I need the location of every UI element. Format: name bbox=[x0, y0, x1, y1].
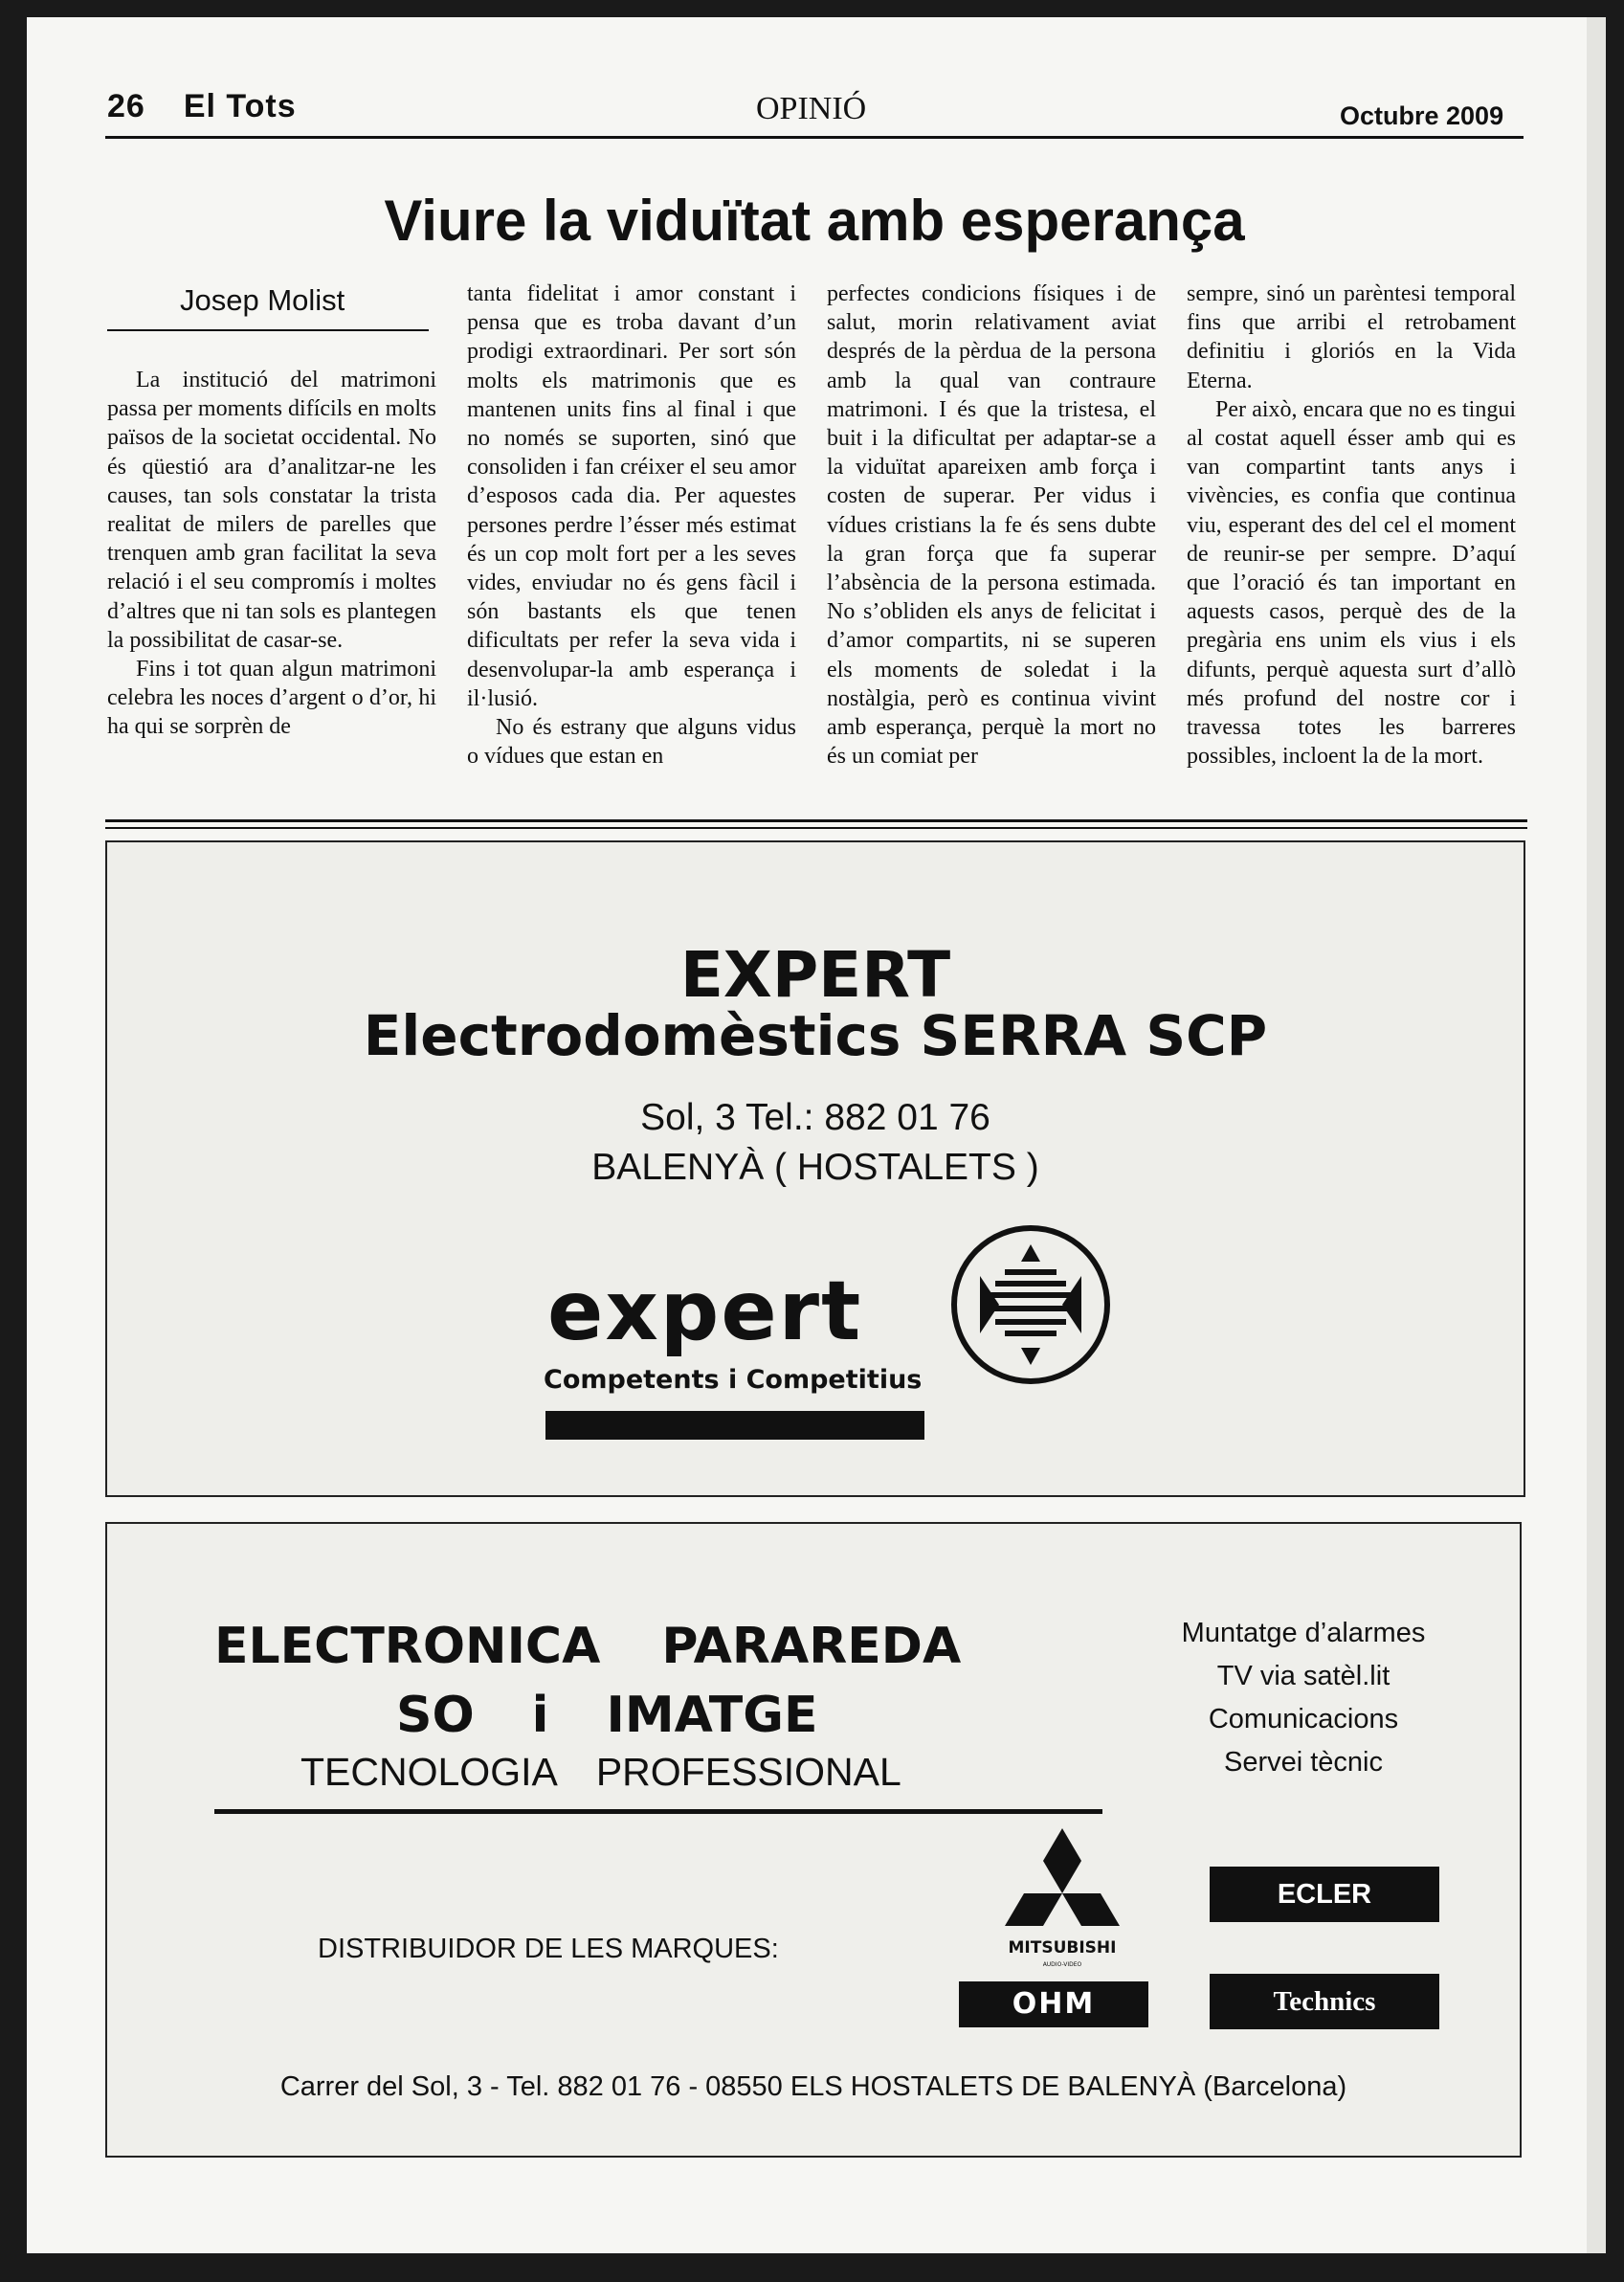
services-list bbox=[1150, 1612, 1457, 1784]
article-author: Josep Molist bbox=[180, 283, 345, 317]
issue-date: Octubre 2009 bbox=[1340, 101, 1504, 130]
section-name: OPINIÓ bbox=[756, 91, 867, 126]
tagline-part: PROFESSIONAL bbox=[595, 1750, 901, 1794]
technics-logo: Technics bbox=[1210, 1974, 1439, 2029]
distributor-label: DISTRIBUIDOR DE LES MARQUES: bbox=[318, 1934, 779, 1964]
ad-address: Carrer del Sol, 3 - Tel. 882 01 76 - 08550 ELS HOSTALETS DE BALENYÀ (Barcelona) bbox=[279, 2071, 1347, 2102]
article-paragraph: sempre, sinó un parèntesi temporal fins que arribi el retrobament definitiu i gloriós en la Vida Eterna. bbox=[1187, 281, 1516, 393]
publication-name: El Tots bbox=[183, 88, 297, 124]
article-column-1 bbox=[107, 366, 436, 806]
header-rule bbox=[105, 136, 1524, 139]
article-column-2 bbox=[467, 280, 796, 806]
article-end-rule bbox=[105, 819, 1527, 822]
mitsubishi-sublabel: AUDIO-VIDEO bbox=[1042, 1961, 1082, 1968]
article-column-4 bbox=[1187, 280, 1516, 806]
subtitle-part: i bbox=[531, 1687, 549, 1744]
page-edge bbox=[1587, 17, 1606, 2253]
service-item: Comunicacions bbox=[1208, 1704, 1399, 1734]
article-paragraph: tanta fidelitat i amor constant i pensa que es troba davant d’un prodigi extraordinari. Per sort són molts els matrimonis que es mantenen units fins al final i que no només se suporten, sinó que consoliden i fan créixer el seu amor d’esposos cada dia. Per aquestes persones perdre l’ésser més estimat és un cop molt fort per a les seves vides, enviudar no és gens fàcil i són bastants els que tenen dificultats per refer la seva vida i desenvolupar-la amb esperança i il·lusió. bbox=[467, 281, 796, 711]
page-number: 26 bbox=[107, 88, 145, 124]
ad-tagline bbox=[300, 1750, 901, 1795]
article-column-3 bbox=[827, 280, 1156, 806]
subtitle-part: SO bbox=[396, 1687, 475, 1744]
author-rule bbox=[107, 329, 429, 331]
article-paragraph: Per això, encara que no es tingui al costat aquell ésser amb qui es van compartint tants anys i vivències, es confia que continua viu, esperant des del cel el moment de reunir-se per sempre. D’aquí que l’oració és tan important en aquests casos, perquè des de la pregària ens unim els vius i els difunts, perquè aquesta surt d’allò més profund del nostre cor i travessa totes les barreres possibles, incloent la de la mort. bbox=[1187, 396, 1516, 770]
expert-star-logo-icon bbox=[949, 1223, 1112, 1386]
company-name-part: ELECTRONICA bbox=[214, 1618, 601, 1675]
expert-advertisement bbox=[105, 840, 1525, 1497]
parareda-advertisement bbox=[105, 1522, 1522, 2158]
expert-slogan: Competents i Competitius bbox=[544, 1365, 923, 1395]
expert-wordmark: expert bbox=[547, 1264, 863, 1359]
ad-address: Sol, 3 Tel.: 882 01 76 bbox=[640, 1097, 990, 1138]
article-end-rule bbox=[105, 827, 1527, 829]
ecler-logo: ECLER bbox=[1210, 1867, 1439, 1922]
ad-company-name: Electrodomèstics SERRA SCP bbox=[363, 1003, 1268, 1068]
mitsubishi-logo-icon bbox=[986, 1821, 1139, 1974]
ad-company-name bbox=[214, 1618, 961, 1675]
service-item: TV via satèl.lit bbox=[1216, 1661, 1390, 1691]
subtitle-part: IMATGE bbox=[606, 1687, 818, 1744]
article-paragraph: Fins i tot quan algun matrimoni celebra les noces d’argent o d’or, hi ha qui se sorprèn de bbox=[107, 657, 436, 740]
service-item: Servei tècnic bbox=[1223, 1747, 1383, 1778]
article-paragraph: perfectes condicions físiques i de salut, morin relativament aviat després de la pèrdua de la persona amb la qual van contraure matrimoni. I és que la tristesa, el buit i la dificultat per adaptar-se a la viduïtat apareixen amb força i costen de superar. Per vidus i vídues cristians la fe és sens dubte la gran força que fa superar l’absència de la persona estimada. No s’obliden els anys de felicitat i d’amor compartits, ni se superen els moments de soledat i la nostàlgia, però es continua vivint amb esperança, perquè la mort no és un comiat per bbox=[827, 281, 1156, 770]
ad-headline: EXPERT bbox=[679, 938, 951, 1012]
article-paragraph: La institució del matrimoni passa per moments difícils en molts països de la societat occidental. No és qüestió ara d’analitzar-ne les causes, tan sols constatar la trista realitat de milers de parelles que trenquen amb gran facilitat la seva relació i el seu compromís i moltes d’altres que ni tan sols es plantegen la possibilitat de casar-se. bbox=[107, 368, 436, 653]
article-title: Viure la viduïtat amb esperança bbox=[384, 189, 1245, 253]
ad-town: BALENYÀ ( HOSTALETS ) bbox=[591, 1147, 1039, 1188]
slogan-bar bbox=[545, 1411, 924, 1440]
ad-subtitle bbox=[396, 1687, 817, 1744]
ad-rule bbox=[214, 1809, 1102, 1814]
article-paragraph: No és estrany que alguns vidus o vídues que estan en bbox=[467, 715, 796, 770]
tagline-part: TECNOLOGIA bbox=[300, 1750, 558, 1794]
service-item: Muntatge d’alarmes bbox=[1181, 1618, 1426, 1648]
running-header bbox=[107, 88, 297, 125]
company-name-part: PARAREDA bbox=[661, 1618, 962, 1675]
ohm-logo: OHM bbox=[959, 1981, 1148, 2027]
mitsubishi-label: MITSUBISHI bbox=[1008, 1938, 1117, 1958]
